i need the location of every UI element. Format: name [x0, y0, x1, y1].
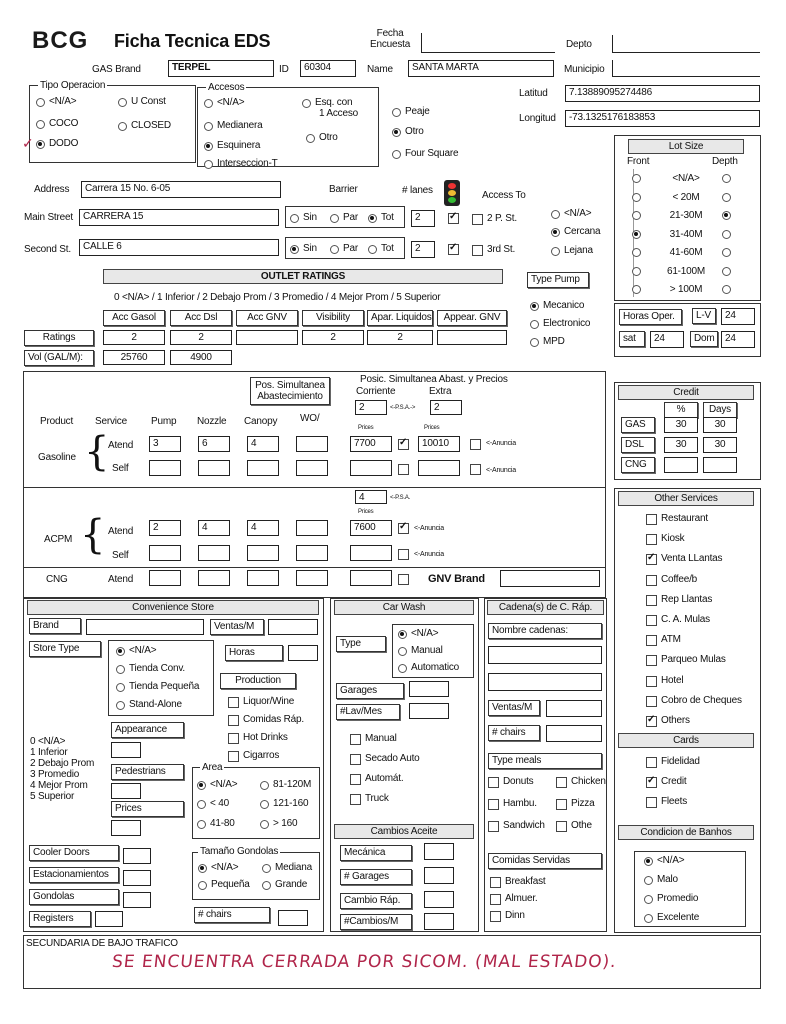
gas-prices-label-2: Prices — [424, 425, 440, 431]
gondolas-label: Gondolas — [29, 889, 119, 905]
mecanica-field[interactable] — [424, 843, 454, 860]
area-radio-5[interactable]: > 160 — [260, 818, 297, 830]
cambios-garages-label: # Garages — [340, 869, 412, 885]
access-lejana-radio[interactable]: Lejana — [551, 245, 593, 257]
banos-radio-0[interactable]: <N/A> — [644, 855, 684, 867]
lot-size-option-0: <N/A> — [672, 173, 700, 184]
gasoline-self-label: Self — [112, 463, 129, 474]
tipo-na-radio[interactable]: <N/A> — [36, 96, 76, 108]
store-type-radio-2[interactable]: Tienda Pequeña — [116, 681, 199, 693]
second-par-radio[interactable]: Par — [330, 243, 358, 255]
cadena-field-2[interactable] — [488, 673, 602, 691]
ventas-field[interactable] — [268, 619, 318, 635]
extra-label: Extra — [429, 386, 452, 397]
gas-brand-field[interactable]: TERPEL — [168, 60, 274, 77]
gasoline-label: Gasoline — [38, 452, 76, 463]
scale-item-1: 1 Inferior — [30, 747, 68, 758]
production-label: Production — [220, 673, 296, 689]
address-label: Address — [34, 184, 70, 195]
acpm-anuncia-label-2: <-Anuncia — [414, 551, 444, 558]
lot-size-title: Lot Size — [628, 139, 744, 154]
cambios-m-field[interactable] — [424, 913, 454, 930]
horas-store-label: Horas — [225, 645, 283, 661]
type-pump-title: Type Pump — [527, 272, 589, 288]
pump-mecanico-radio[interactable]: Mecanico — [530, 300, 584, 312]
ratings-label: Ratings — [24, 330, 94, 346]
gas-anuncia-label-2: <-Anuncia — [486, 467, 516, 474]
card-check-2[interactable]: Fleets — [646, 796, 687, 808]
accesos-otro-radio[interactable]: Otro — [306, 132, 338, 144]
scale-item-4: 4 Mejor Prom — [30, 780, 88, 791]
convenience-store-title: Convenience Store — [27, 600, 319, 615]
acpm-nozzle-field[interactable]: 4 — [198, 520, 230, 536]
municipio-label: Municipio — [564, 64, 605, 75]
peaje-radio[interactable]: Peaje — [392, 106, 430, 118]
carwash-type-label: Type — [336, 636, 386, 652]
cambio-rap-label: Cambio Ráp. — [340, 893, 412, 909]
main-2pst-check[interactable]: 2 P. St. — [472, 213, 517, 225]
acpm-self-price-field[interactable] — [350, 545, 392, 561]
credit-dsl-pct[interactable]: 30 — [664, 437, 698, 453]
dom-field[interactable]: 24 — [721, 331, 755, 348]
latitud-label: Latitud — [519, 88, 548, 99]
card-check-1[interactable]: Credit ✓ — [646, 776, 686, 788]
carwash-check-0[interactable]: Manual — [350, 733, 397, 745]
carwash-check-3[interactable]: Truck — [350, 793, 389, 805]
outlet-col-2: Acc GNV — [236, 310, 298, 326]
pumps-panel — [23, 371, 606, 598]
comida-check-2[interactable]: Dinn — [490, 910, 525, 922]
lav-mes-field[interactable] — [409, 703, 449, 719]
card-check-0[interactable]: Fidelidad — [646, 756, 700, 768]
service-check-0[interactable]: Restaurant — [646, 513, 708, 525]
depto-field[interactable] — [612, 35, 760, 53]
gas-prices-label-1: Prices — [358, 425, 374, 431]
banos-title: Condicion de Banhos — [618, 825, 754, 840]
acpm-self-canopy-field[interactable] — [247, 545, 279, 561]
id-label: ID — [279, 64, 289, 75]
gas-self-pump-field[interactable] — [149, 460, 181, 476]
credit-gas-pct[interactable]: 30 — [664, 417, 698, 433]
gas-price-corriente-field[interactable]: 7700 — [350, 436, 392, 452]
tamano-group — [192, 852, 320, 900]
bcg-logo: BCG — [32, 27, 89, 54]
service-check-10[interactable]: Others ✓ — [646, 715, 690, 727]
lot-size-option-2: 21-30M — [669, 210, 703, 221]
prices-field[interactable] — [111, 820, 141, 836]
store-type-label: Store Type — [29, 641, 101, 657]
carwash-check-1[interactable]: Secado Auto — [350, 753, 420, 765]
credit-pct-header: % — [664, 402, 698, 418]
estacionamientos-field[interactable] — [123, 870, 151, 886]
lav-mes-label: #Lav/Mes — [336, 704, 400, 720]
chairs-field[interactable] — [278, 910, 308, 926]
lot-size-option-3: 31-40M — [669, 228, 703, 240]
tipo-coco-radio[interactable]: COCO — [36, 118, 78, 130]
outlet-col-1: Acc Dsl — [170, 310, 232, 326]
gas-self-wo-field[interactable] — [296, 460, 328, 476]
cng-price-field[interactable] — [350, 570, 392, 586]
service-check-7[interactable]: Parqueo Mulas — [646, 654, 726, 666]
accesos-na-radio[interactable]: <N/A> — [204, 97, 244, 109]
cambios-garages-field[interactable] — [424, 867, 454, 884]
access-na-radio[interactable]: <N/A> — [551, 208, 591, 220]
barrier-label: Barrier — [329, 184, 358, 195]
acpm-brace: { — [80, 512, 106, 558]
cng-pump-field[interactable] — [149, 570, 181, 586]
nozzle-header: Nozzle — [197, 416, 227, 427]
accesos-esq-radio[interactable]: Esq. con 1 Acceso — [302, 97, 358, 119]
cng-atend-label: Atend — [108, 574, 134, 585]
cng-wo-field[interactable] — [296, 570, 328, 586]
name-label: Name — [367, 64, 393, 75]
pump-mpd-radio[interactable]: MPD — [530, 336, 565, 348]
acpm-price-field[interactable]: 7600 — [350, 520, 392, 536]
appearance-field[interactable] — [111, 742, 141, 758]
gas-canopy-field[interactable]: 4 — [247, 436, 279, 452]
accesos-title: Accesos — [208, 82, 245, 93]
carwash-type-radio-2[interactable]: Automatico — [398, 662, 459, 674]
comida-check-0[interactable]: Breakfast — [490, 876, 545, 888]
production-check-2[interactable]: Hot Drinks — [228, 732, 288, 744]
outlet-col-3: Visibility — [302, 310, 364, 326]
fecha-label: Fecha Encuesta — [370, 28, 411, 50]
cards-title: Cards — [618, 733, 754, 748]
notes-handwritten-text: SE ENCUENTRA CERRADA POR SICOM. (MAL ESTADO). — [110, 952, 618, 972]
vol-field-0[interactable]: 25760 — [103, 350, 165, 365]
service-check-5[interactable]: C. A. Mulas — [646, 614, 710, 626]
service-check-2[interactable]: Venta LLantas ✓ — [646, 553, 722, 565]
acpm-pos-field[interactable]: 4 — [355, 490, 387, 504]
scale-item-0: 0 <N/A> — [30, 736, 66, 747]
vol-label: Vol (GAL/M): — [24, 350, 94, 366]
outlet-col-4: Apar. Liquidos — [367, 310, 433, 326]
rating-field-1[interactable]: 2 — [170, 330, 232, 345]
gondolas-field[interactable] — [123, 892, 151, 908]
cadena-field-1[interactable] — [488, 646, 602, 664]
credit-cng-days[interactable] — [703, 457, 737, 473]
area-title: Area — [202, 762, 223, 773]
main-street-label: Main Street — [24, 212, 73, 223]
access-to-label: Access To — [482, 190, 526, 201]
service-check-1[interactable]: Kiosk — [646, 533, 684, 545]
lv-field[interactable]: 24 — [721, 308, 755, 325]
car-wash-title: Car Wash — [334, 600, 474, 615]
acpm-anuncia-label-1: <-Anuncia — [414, 525, 444, 532]
main-lanes-field[interactable]: 2 — [411, 210, 435, 227]
garages-label: Garages — [336, 683, 404, 699]
outlet-col-0: Acc Gasol — [103, 310, 165, 326]
meal-check-4[interactable]: Sandwich — [488, 820, 545, 832]
acpm-self-label: Self — [112, 550, 129, 561]
cadena-ventas-field[interactable] — [546, 700, 602, 717]
name-field[interactable]: SANTA MARTA — [408, 60, 554, 77]
tipo-dodo-radio[interactable]: DODO — [36, 138, 78, 150]
tamano-radio-1[interactable]: Mediana — [262, 862, 312, 874]
pump-header: Pump — [151, 416, 177, 427]
pos-simultanea-label: Pos. Simultanea Abastecimiento — [250, 377, 330, 405]
production-check-3[interactable]: Cigarros — [228, 750, 279, 762]
lot-size-option-5: 61-100M — [666, 265, 706, 277]
comidas-servidas-label: Comidas Servidas — [488, 853, 602, 869]
product-header: Product — [40, 416, 74, 427]
appearance-label: Appearance — [111, 722, 184, 738]
area-radio-1[interactable]: 81-120M — [260, 779, 311, 791]
gas-extra-field[interactable]: 2 — [430, 400, 462, 415]
longitud-label: Longitud — [519, 113, 556, 124]
id-field[interactable]: 60304 — [300, 60, 356, 77]
credit-cng-label: CNG — [621, 457, 655, 473]
vol-field-1[interactable]: 4900 — [170, 350, 232, 365]
acpm-self-wo-field[interactable] — [296, 545, 328, 561]
service-check-4[interactable]: Rep Llantas — [646, 594, 712, 606]
registers-label: Registers — [29, 911, 91, 927]
second-street-field[interactable]: CALLE 6 — [79, 239, 279, 256]
meal-check-3[interactable]: Pizza — [556, 798, 594, 810]
credit-gas-days[interactable]: 30 — [703, 417, 737, 433]
estacionamientos-label: Estacionamientos — [29, 867, 119, 883]
lanes-label: # lanes — [402, 185, 433, 196]
service-check-3[interactable]: Coffee/b — [646, 574, 697, 586]
carwash-type-radio-0[interactable]: <N/A> — [398, 628, 438, 640]
cadena-title: Cadena(s) de C. Ráp. — [487, 600, 604, 615]
second-tot-radio[interactable]: Tot — [368, 243, 394, 255]
acpm-self-nozzle-field[interactable] — [198, 545, 230, 561]
prices-label: Prices — [111, 801, 184, 817]
checkmark-pen-icon: ✓ — [22, 135, 34, 151]
lot-size-option-1: < 20M — [672, 191, 700, 203]
scale-item-5: 5 Superior — [30, 791, 75, 802]
wo-header: WO/ — [300, 413, 320, 424]
rating-field-2[interactable] — [236, 330, 298, 345]
cooler-doors-field[interactable] — [123, 848, 151, 864]
acpm-wo-field[interactable] — [296, 520, 328, 536]
credit-dsl-days[interactable]: 30 — [703, 437, 737, 453]
credit-title: Credit — [618, 385, 754, 400]
credit-days-header: Days — [703, 402, 737, 418]
gas-self-canopy-field[interactable] — [247, 460, 279, 476]
cadena-chairs-field[interactable] — [546, 725, 602, 742]
main-par-radio[interactable]: Par — [330, 212, 358, 224]
access-cercana-radio[interactable]: Cercana — [551, 226, 600, 238]
acpm-pump-field[interactable]: 2 — [149, 520, 181, 536]
service-check-8[interactable]: Hotel — [646, 675, 683, 687]
tamano-title: Tamaño Gondolas — [200, 846, 279, 857]
store-type-radio-0[interactable]: <N/A> — [116, 645, 156, 657]
production-check-1[interactable]: Comidas Ráp. — [228, 714, 304, 726]
rating-field-0[interactable]: 2 — [103, 330, 165, 345]
second-3rdst-check[interactable]: 3rd St. — [472, 244, 515, 256]
area-radio-4[interactable]: 41-80 — [197, 818, 235, 830]
second-lanes-field[interactable]: 2 — [411, 241, 435, 258]
garages-field[interactable] — [409, 681, 449, 697]
acpm-label: ACPM — [44, 534, 73, 545]
store-type-radio-3[interactable]: Stand-Alone — [116, 699, 182, 711]
type-meals-label: Type meals — [488, 753, 602, 769]
gas-self-nozzle-field[interactable] — [198, 460, 230, 476]
gas-pump-field[interactable]: 3 — [149, 436, 181, 452]
tipo-operacion-title: Tipo Operacion — [40, 80, 106, 91]
other-services-title: Other Services — [618, 491, 754, 506]
traffic-light-icon — [444, 180, 460, 206]
lv-label: L-V — [692, 308, 716, 324]
sa-arrow-label: <-P.S.A.-> — [390, 405, 416, 411]
credit-dsl-label: DSL — [621, 437, 655, 453]
acpm-canopy-field[interactable]: 4 — [247, 520, 279, 536]
credit-gas-label: GAS — [621, 417, 655, 433]
outlet-ratings-title: OUTLET RATINGS — [103, 269, 503, 284]
production-check-0[interactable]: Liquor/Wine — [228, 696, 294, 708]
scale-item-3: 3 Promedio — [30, 769, 80, 780]
banos-radio-2[interactable]: Promedio — [644, 893, 698, 905]
credit-cng-pct[interactable] — [664, 457, 698, 473]
scale-item-2: 2 Debajo Prom — [30, 758, 95, 769]
second-street-label: Second St. — [24, 244, 71, 255]
second-sin-radio[interactable]: Sin — [290, 243, 317, 255]
main-street-field[interactable]: CARRERA 15 — [79, 209, 279, 226]
rating-field-5[interactable] — [437, 330, 507, 345]
gas-corriente-field[interactable]: 2 — [355, 400, 387, 415]
store-type-radio-1[interactable]: Tienda Conv. — [116, 663, 185, 675]
tamano-radio-0[interactable]: <N/A> — [198, 862, 238, 874]
pedestrians-field[interactable] — [111, 783, 141, 799]
rating-field-3[interactable]: 2 — [302, 330, 364, 345]
gasoline-atend-label: Atend — [108, 440, 134, 451]
fecha-field[interactable] — [421, 33, 555, 53]
registers-field[interactable] — [95, 911, 123, 927]
corriente-label: Corriente — [356, 386, 396, 397]
meal-check-1[interactable]: Chicken — [556, 776, 606, 788]
area-radio-2[interactable]: < 40 — [197, 798, 229, 810]
area-radio-3[interactable]: 121-160 — [260, 798, 308, 810]
meal-check-5[interactable]: Othe — [556, 820, 592, 832]
service-check-6[interactable]: ATM — [646, 634, 681, 646]
gas-anuncia-label-1: <-Anuncia — [486, 440, 516, 447]
form-title: Ficha Tecnica EDS — [114, 31, 271, 51]
gas-nozzle-field[interactable]: 6 — [198, 436, 230, 452]
cng-divider — [23, 567, 606, 568]
nombre-cadenas-label: Nombre cadenas: — [488, 623, 602, 639]
peaje-otro-radio[interactable]: Otro — [392, 126, 424, 138]
sat-label: sat — [619, 331, 645, 347]
tipo-closed-radio[interactable]: CLOSED — [118, 120, 171, 132]
tipo-uconst-radio[interactable]: U Const — [118, 96, 166, 108]
notes-typed-text: SECUNDARIA DE BAJO TRAFICO — [26, 938, 178, 949]
brand-field[interactable] — [86, 619, 204, 635]
carwash-type-radio-1[interactable]: Manual — [398, 645, 443, 657]
pedestrians-label: Pedestrians — [111, 764, 184, 780]
outlet-col-5: Appear. GNV — [437, 310, 507, 326]
accesos-esquinera-radio[interactable]: Esquinera — [204, 140, 260, 152]
cadena-chairs-label: # chairs — [488, 725, 540, 741]
gas-brand-label: GAS Brand — [92, 64, 141, 75]
canopy-header: Canopy — [244, 416, 278, 427]
horas-oper-label: Horas Oper. — [619, 309, 682, 325]
depto-label: Depto — [566, 39, 592, 50]
cambio-rap-field[interactable] — [424, 891, 454, 908]
banos-radio-3[interactable]: Excelente — [644, 912, 699, 924]
lot-size-option-6: > 100M — [669, 284, 703, 295]
address-field[interactable]: Carrera 15 No. 6-05 — [81, 181, 281, 198]
service-check-9[interactable]: Cobro de Cheques — [646, 695, 742, 707]
gas-self-price2-field[interactable] — [418, 460, 460, 476]
gnv-brand-label: GNV Brand — [428, 573, 485, 585]
gas-self-price1-field[interactable] — [350, 460, 392, 476]
lot-size-option-4: 41-60M — [669, 247, 703, 258]
area-radio-0[interactable]: <N/A> — [197, 779, 237, 791]
posic-simultanea-label: Posic. Simultanea Abast. y Precios — [360, 374, 508, 385]
four-square-radio[interactable]: Four Square — [392, 148, 458, 160]
cooler-doors-label: Cooler Doors — [29, 845, 119, 861]
lot-depth-label: Depth — [712, 156, 738, 167]
acpm-atend-label: Atend — [108, 526, 134, 537]
gas-wo-field[interactable] — [296, 436, 328, 452]
dom-label: Dom — [690, 331, 718, 347]
main-tot-radio[interactable]: Tot — [368, 212, 394, 224]
gasoline-brace: { — [84, 429, 110, 475]
carwash-check-2[interactable]: Automát. — [350, 773, 403, 785]
tamano-radio-2[interactable]: Pequeña — [198, 879, 250, 891]
acpm-prices-label: Prices — [358, 509, 374, 515]
cng-nozzle-field[interactable] — [198, 570, 230, 586]
cambios-m-label: #Cambios/M — [340, 914, 412, 930]
banos-radio-1[interactable]: Malo — [644, 874, 678, 886]
tamano-radio-3[interactable]: Grande — [262, 879, 307, 891]
sat-field[interactable]: 24 — [650, 331, 684, 348]
cadena-ventas-label: Ventas/M — [488, 700, 540, 716]
comida-check-1[interactable]: Almuer. — [490, 893, 538, 905]
accesos-medianera-radio[interactable]: Medianera — [204, 120, 262, 132]
meal-check-2[interactable]: Hambu. — [488, 798, 537, 810]
meal-check-0[interactable]: Donuts — [488, 776, 534, 788]
brand-label: Brand — [29, 618, 81, 634]
chairs-label: # chairs — [194, 907, 270, 923]
gas-price-extra-field[interactable]: 10010 — [418, 436, 460, 452]
cng-canopy-field[interactable] — [247, 570, 279, 586]
ventas-label: Ventas/M — [210, 619, 264, 635]
cambios-aceite-title: Cambios Aceite — [334, 824, 474, 839]
horas-store-field[interactable] — [288, 645, 318, 661]
gnv-brand-field[interactable] — [500, 570, 600, 587]
lot-front-label: Front — [627, 156, 650, 167]
longitud-field[interactable]: -73.1325176183853 — [565, 110, 760, 127]
acpm-self-pump-field[interactable] — [149, 545, 181, 561]
rating-scale: 0 <N/A> / 1 Inferior / 2 Debajo Prom / 3 Promedio / 4 Mejor Prom / 5 Superior — [114, 292, 441, 303]
latitud-field[interactable]: 7.13889095274486 — [565, 85, 760, 102]
municipio-field[interactable] — [612, 60, 760, 77]
service-header: Service — [95, 416, 127, 427]
acpm-psa-label: <-P.S.A. — [390, 495, 411, 501]
pumps-divider — [23, 487, 606, 488]
cng-label: CNG — [46, 574, 68, 585]
pump-electronico-radio[interactable]: Electronico — [530, 318, 590, 330]
rating-field-4[interactable]: 2 — [367, 330, 433, 345]
main-sin-radio[interactable]: Sin — [290, 212, 317, 224]
mecanica-label: Mecánica — [340, 845, 412, 861]
accesos-interseccion-radio[interactable]: Interseccion-T — [204, 158, 278, 170]
